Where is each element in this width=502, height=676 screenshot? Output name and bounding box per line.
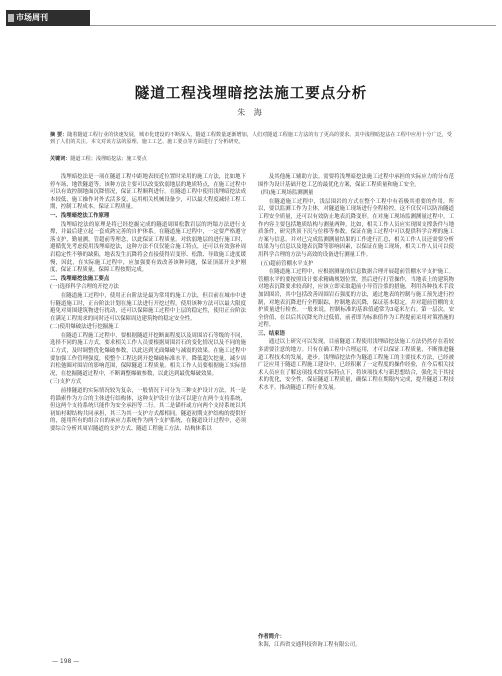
subsection-heading: (四)施工现场监测测量 xyxy=(260,190,314,197)
paragraph: 在隧道施工过程中，浅层围岩的方式在整个工程中有着极其重要的作用，所以，要以监测工作为主体，对隧道施工现场进行全程检控，这不仅仅可以防治隧道工程安全质量，还可以有效防止地表沉降变形。在对施工现场监测测量过程中，工作内容主要包括地质结构与测量两种，比如，相关工作人员应实现围支撑条件与地质条件，研究拱顶下沉与位移等参数，保证在施工过程中可以提供科学合理的施工方案与信息。并对已完成监测测量结果的工作进行汇总，相关工作人员还需要分析结果为与信息以及地表沉降等影响因素，以保证在施工现场，相关工作人员可以使用科学合理的方法与高效的设备进行测量工作。 xyxy=(258,198,454,258)
keywords-text: 隧道工程；浅埋暗挖法；施工要点 xyxy=(70,156,147,162)
abstract-label: 摘 要： xyxy=(50,132,68,138)
paragraph: 在隧道工程施工过程中，要根据隧道开挖断面程度以及周围岩石等级的不同，选择不同的施工方式，要求相关工作人员要根据周围岩石的变化情况以及不同的施工方式，及时调整优化爆破参数，以此达到光面爆破与减震的效果。在施工过程中要加强工作管理强度，使整个工程达到开挖爆破标准水平，降低超欠挖量，减少周岩松弛圈对围岩的影响范围，保障隧道工程质量。相关工作人员要根据施工实际情况，在挖掘隧道过程中，不断调整爆破参数，以此达到最优爆破效果。 xyxy=(50,332,246,377)
subsection-heading: (二)使用爆破法进行挖掘施工 xyxy=(50,324,119,331)
subsection-heading: (五)超前管棚水平支护 xyxy=(260,260,314,267)
tag-marker-icon xyxy=(8,14,14,22)
paragraph: 在隧道施工过程中，应根据测量的信息数据合理开展超前管棚水平支护施工。管棚水平的要按照设计要求精确规划位置，然后进行打管操作，当地表上的建筑物对地表沉降要求较高时，应该立即采取超前小导管注浆的措施，利用各种技术手段加固围岩，其中包括改善周围岩石强度的方法，通过地表的控制与施工预先进行控制，对地表沉降进行全程跟踪，控制地表沉降，保证基本稳定，并对超前管棚的支护质量进行检查。一般来说，控制标准的基准值通常为3毫米左右。第一层次，安全价值，在以后其沉降允许过低值，前者即为标准值作为工程提前采用对策措施的过程。 xyxy=(258,269,454,329)
abstract-text: 随着隧道工程行业的快速发展，城市化建设的不断深入，隧道工程数量逐渐增加，人们对隧道工程施工方法的有了更高的要求。其中浅埋暗挖法在工程中应用十分广泛，受到了人们的关注。本文对该方法的原理、施工工艺、施工要点等方面进行了分析研究。 xyxy=(50,132,452,146)
paragraph: 在隧道施工过程中，使用正台阶法是最为常用的施工方法，但目前在城市中进行隧道施工时，正台阶法计划在施工法进行开挖过程。使用该种方法可以最大限度避免对周围建筑物进行扰动，还可以保障施工过程中上层的稳定性，使用正台阶法在满足工程需求的同时还可以保障周边建筑物的稳定安全性。 xyxy=(50,292,246,322)
section-heading: 三、结束语 xyxy=(258,330,285,337)
page-number: — 198 — xyxy=(52,658,80,665)
section-heading: 一、浅埋暗挖法工作原理 xyxy=(50,212,110,219)
article-title: 隧道工程浅埋暗挖法施工要点分析 xyxy=(134,86,368,102)
right-column xyxy=(258,174,454,393)
subsection-heading: (三)支护方式 xyxy=(50,379,82,386)
paragraph: 浅埋暗挖法的原理是将已经挖掘完成的隧道周围松散岩层的坍塌方法进行支撑，并最后建立起一套成熟完善的自护体系。在隧道施工过程中，一定要严格遵守落支护，勤量测，管超前等理念，以此保证工程质量。对软弱地层的进行施工时，遵循优先考虑使用浅埋暗挖法，这种方法不仅仅能合施工特点，还可以有效弥补周岩稳定性不够的缺陷，地表发生沉降将会直接使得岩变形、松散、导致施工进度缓慢，因此，在实际施工过程中，应加强要有效改善该种问题，保证顶部开支护刚度，保证工程质量，保障工程按期完成。 xyxy=(50,221,246,274)
journal-tag xyxy=(6,10,90,26)
subsection-heading: (一)选择科学合理的开挖方法 xyxy=(50,284,119,291)
journal-name: 市场周刊 xyxy=(16,13,48,22)
paragraph: 前排隧道的实际情况较为复杂，一般情况下可分为三种支护设计方法，其一是将锚索作为方合的主体进行结构体，这种支护设计方法可以建立在两个支持系统，但这两个支持系统只能作为安全承担等二行。其二是锚杆或方向两个支持系统以其初始衬砌结构共同承担，其三为其一支护方式都相同。隧道初期支护结构的提供好的，能用所有的组合自的承应力系统作为两个支护系统，在隧道设计过程中，必须要综合分析其周岩隧道的支护方式、隧道工程施工方法、结构体系以 xyxy=(50,388,246,432)
paragraph: 浅埋暗挖法是一项在隧道工程中距地表较近位置时采用的施工方法，比如地下停车场、地铁隧道等。该种方法主要可以改变软弱地层的地质特点，在施工过程中可以有效控制地面沉降情况，保证工程顺利进行。在隧道工程中使用浅埋暗挖法成本较低，施工操作对外式活多变，运用相关机械设备少，可以最大程度减轻工程工期，控制工程成本，保证工程质量。 xyxy=(50,174,246,211)
keywords xyxy=(50,156,452,163)
article-author: 朱 海 xyxy=(237,108,265,117)
keywords-label: 关键词： xyxy=(50,156,71,162)
author-info-text: 朱海，江西省交通科技咨询工程有限公司。 xyxy=(258,641,361,648)
header-divider xyxy=(90,25,496,26)
left-column xyxy=(50,174,246,434)
paragraph: 通过以上研究可以发现，目前隧道工程使用浅埋暗挖法施工方法仍然存在着较多需要注意的地方。只有在确工程中合理运用，才可以保证工程质量，不断推进隧道工程技术的发展，进步。浅埋暗挖法作为隧道工程施工的主要技术方法，已经被广泛应用于隧道工程施工建设中，已经积累了一定程度的操作经验，在今后相关技术人员应在了解这项技术的实际特点下，将该项技术与新思想结合，强化关于其技术的优化，安全性，保证隧道工程质量，确保工程在期限内完成，提升隧道工程技术水平，推动隧道工程行业发展。 xyxy=(258,339,454,392)
paragraph: 及其他施工辅助方法。需要将浅埋暗挖法施工过程中承担的实际应力的分布范围作为设计基础开挖工艺的最优化方案，保证工程质量和施工安全。 xyxy=(258,174,454,188)
section-heading: 二、浅埋暗挖法施工要点 xyxy=(50,275,110,282)
author-info-label: 作者简介： xyxy=(258,634,285,640)
author-info xyxy=(258,634,454,649)
abstract xyxy=(50,132,452,147)
